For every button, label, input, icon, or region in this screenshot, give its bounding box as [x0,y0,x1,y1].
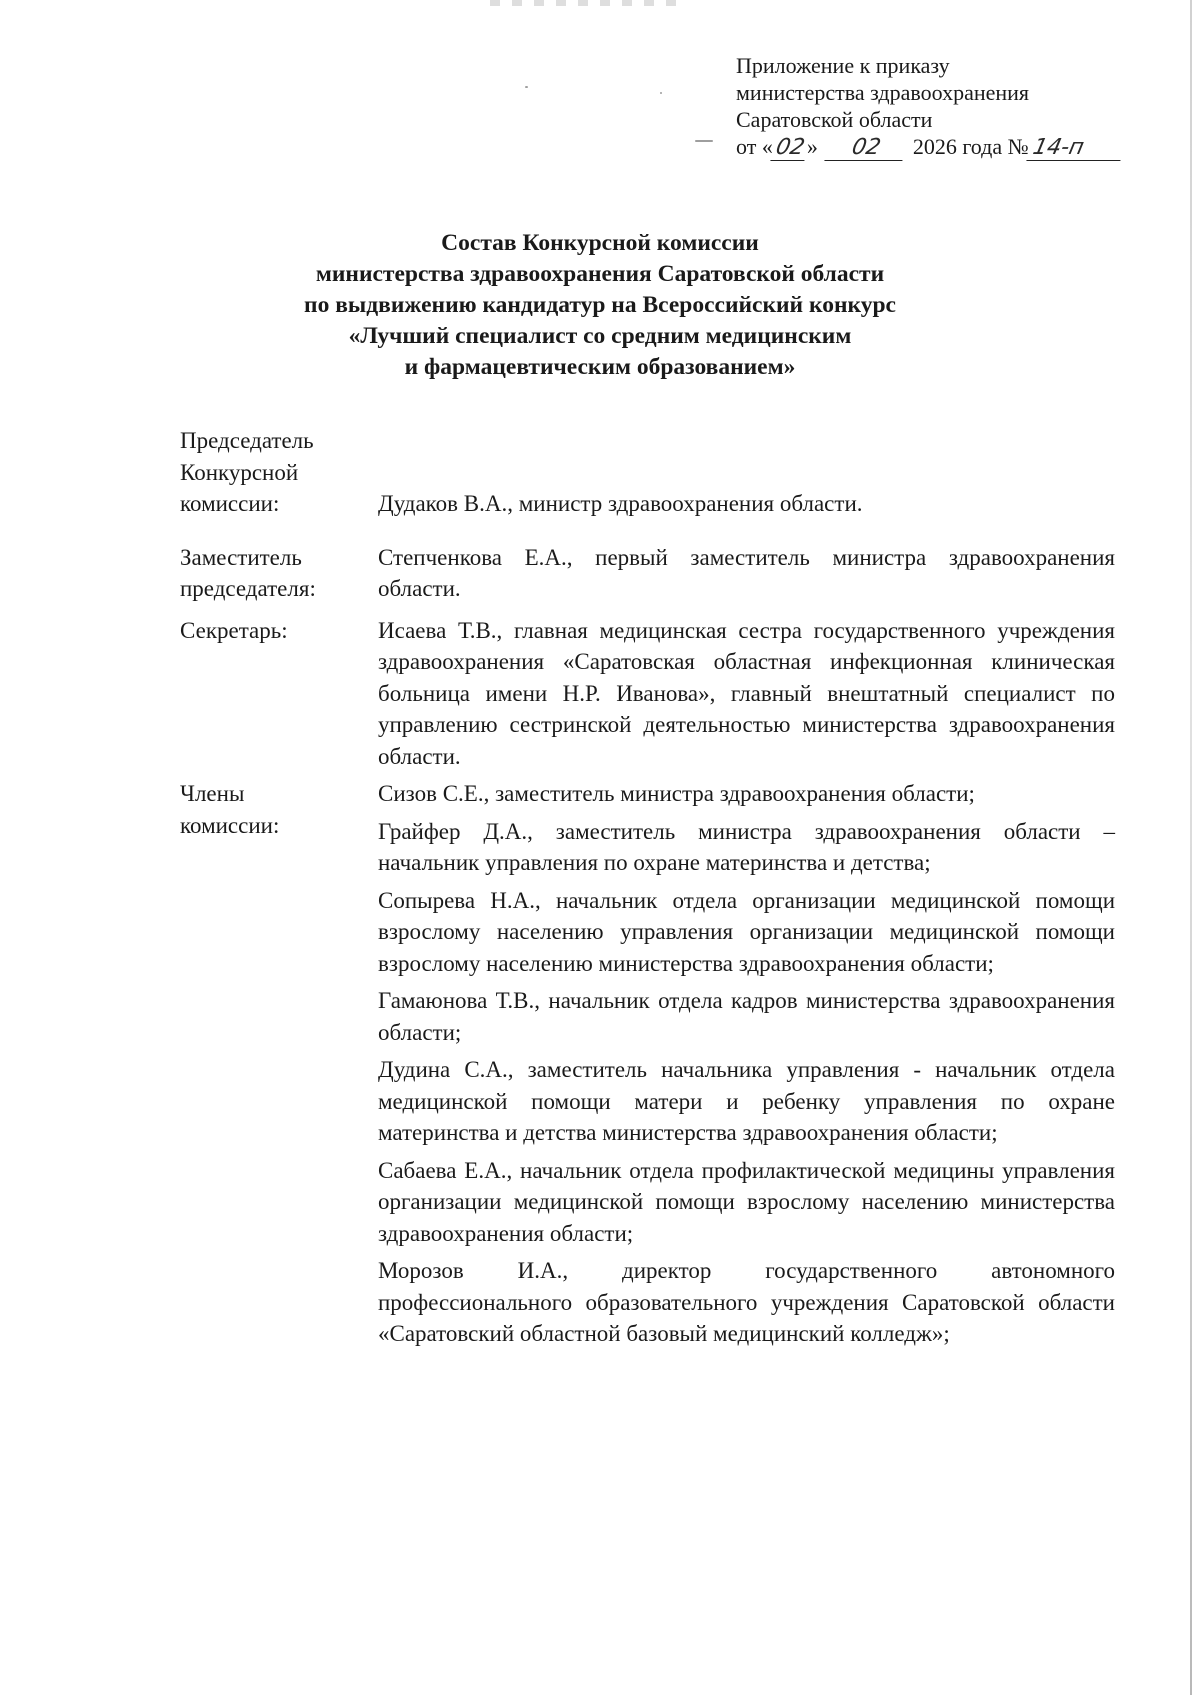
annex-date-line [736,133,1156,161]
secretary-text: Исаева Т.В., главная медицинская сестра государственного учреждения здравоохранения «Саратовская областная инфекционная клиническая больница имени Н.Р. Иванова», главный внештатный специалист по управлению сестринской деятельностью министерства здравоохранения области. [378,617,1115,769]
members-row [180,778,1115,1356]
title-line-1: Состав Конкурсной комиссии [441,230,759,256]
members-list [378,778,1115,1356]
chair-role-line: комиссии: [180,491,280,516]
annex-line-2: министерства здравоохранения [736,80,1030,105]
chair-row [180,425,1115,520]
chair-description [378,488,1115,520]
secretary-row [180,615,1115,773]
chair-text: Дудаков В.А., министр здравоохранения области. [378,491,863,516]
secretary-role-line: Секретарь: [180,617,288,643]
document-title [200,228,1000,383]
member-item: Гамаюнова Т.В., начальник отдела кадров министерства здравоохранения области; [378,988,1115,1045]
annex-header [736,52,1156,161]
member-item: Сизов С.Е., заместитель министра здравоохранения области; [378,781,975,806]
handwritten-day: 02 [770,136,809,161]
member-item: Дудина С.А., заместитель начальника управления - начальник отдела медицинской помощи матери и ребенку управления по охране материнства и детства министерства здравоохранения области; [378,1057,1115,1145]
handwritten-order-number: 14-п [1026,136,1125,161]
member-item: Сопырева Н.А., начальник отдела организации медицинской помощи взрослому населению управления организации медицинской помощи взрослому населению министерства здравоохранения области; [378,887,1115,976]
title-line-2: министерства здравоохранения Саратовской области [315,261,885,287]
deputy-role-line: председателя: [180,576,316,601]
date-prefix: от « [736,134,773,159]
member-item: Сабаева Е.А., начальник отдела профилактической медицины управления организации медицинской помощи взрослому населению министерства здравоохранения области; [378,1157,1115,1246]
members-role-line: комиссии: [180,812,280,838]
deputy-role [180,542,378,605]
deputy-text: Степченкова Е.А., первый заместитель министра здравоохранения области. [378,544,1115,601]
handwritten-month: 02 [825,136,908,161]
scan-speck [660,92,662,94]
members-role [180,778,378,841]
annex-line-3: Саратовской области [736,107,933,132]
scan-speck [695,140,713,142]
member-item: Грайфер Д.А., заместитель министра здравоохранения области – начальник управления по охране материнства и детства; [378,818,1115,875]
scan-top-smudge [490,0,680,6]
scan-speck [525,86,528,88]
deputy-description [378,542,1115,605]
date-mid: » [806,134,818,159]
secretary-role [180,615,378,647]
chair-role-line: Председатель [180,428,314,453]
title-line-4: «Лучший специалист со средним медицинским [348,323,852,349]
annex-line-1: Приложение к приказу [736,53,950,78]
members-role-line: Члены [180,781,245,806]
deputy-role-line: Заместитель [180,544,302,570]
secretary-description [378,615,1115,773]
commission-composition [180,425,1115,1356]
chair-role-line: Конкурсной [180,459,299,485]
scan-edge-line [1190,0,1192,1695]
date-year-text: 2026 года № [912,134,1029,159]
title-line-3: по выдвижению кандидатур на Всероссийский конкурс [304,292,896,318]
deputy-row [180,542,1115,605]
member-item: Морозов И.А., директор государственного автономного профессионального образовательного учреждения Саратовской области «Саратовский областной базовый медицинский колледж»; [378,1258,1115,1346]
title-line-5: и фармацевтическим образованием» [404,354,796,380]
chair-role [180,425,378,520]
